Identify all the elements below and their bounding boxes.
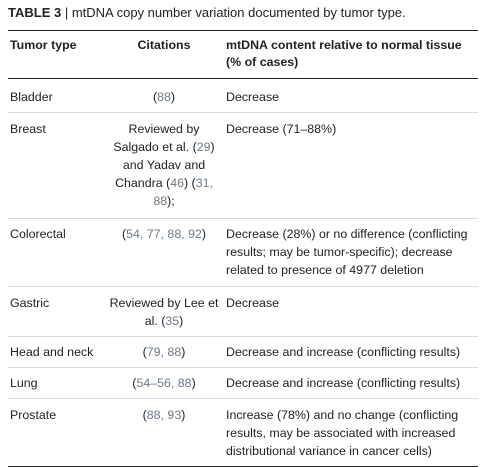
- cell-mtdna-content: Increase (78%) and no change (conflicting results, may be associated with increased distributional variance in cancer cells): [222, 399, 478, 467]
- citation-text: ): [191, 376, 196, 390]
- citation-text: ) and Yadav and Chandra (: [115, 140, 215, 190]
- citation-text: ): [181, 345, 186, 359]
- cell-mtdna-content: Decrease (71–88%): [222, 113, 478, 219]
- citation-reference-link[interactable]: 31, 88: [153, 176, 213, 208]
- citation-reference-link[interactable]: 54, 77, 88, 92: [126, 227, 202, 241]
- cell-citations: [106, 287, 222, 337]
- cell-tumor-type: Gastric: [8, 287, 106, 337]
- table-row: [8, 337, 478, 368]
- table-row: [8, 368, 478, 399]
- citation-text: ): [179, 314, 184, 328]
- cell-tumor-type: Breast: [8, 113, 106, 219]
- table-header-row: [8, 31, 478, 79]
- cell-tumor-type: Head and neck: [8, 337, 106, 368]
- citation-text: ): [201, 227, 207, 241]
- citation-reference-link[interactable]: 54–56, 88: [136, 376, 192, 390]
- table-row: [8, 287, 478, 337]
- citation-text: ): [181, 408, 186, 422]
- table-label: TABLE 3: [8, 5, 62, 20]
- citation-text: Reviewed by Lee et al. (: [109, 296, 219, 328]
- caption-separator: |: [61, 5, 72, 20]
- cell-tumor-type: Bladder: [8, 79, 106, 113]
- header-mtdna-content: mtDNA content relative to normal tissue (% of cases): [222, 31, 478, 79]
- cell-citations: [106, 219, 222, 287]
- citation-text: (: [142, 408, 147, 422]
- cell-citations: [106, 399, 222, 467]
- citation-text: Reviewed by Salgado et al. (: [113, 122, 200, 154]
- cell-mtdna-content: Decrease and increase (conflicting results): [222, 368, 478, 399]
- citation-reference-link[interactable]: 88: [157, 90, 171, 104]
- table-row: [8, 113, 478, 219]
- cell-tumor-type: Prostate: [8, 399, 106, 467]
- table-row: [8, 79, 478, 113]
- cell-citations: [106, 368, 222, 399]
- header-citations: Citations: [106, 31, 222, 79]
- citation-text: (: [132, 376, 137, 390]
- citation-text: (: [121, 227, 127, 241]
- table-caption: [8, 4, 406, 22]
- citation-reference-link[interactable]: 88, 93: [146, 408, 182, 422]
- citation-reference-link[interactable]: 46: [170, 176, 184, 190]
- cell-mtdna-content: Decrease: [222, 287, 478, 337]
- cell-mtdna-content: Decrease (28%) or no difference (conflicting results; may be tumor-specific); decrease related to presence of 4977 deletion: [222, 219, 478, 287]
- citation-text: ) (: [183, 176, 196, 190]
- cell-tumor-type: Colorectal: [8, 219, 106, 287]
- citation-reference-link[interactable]: 29: [196, 140, 211, 154]
- header-tumor-type: Tumor type: [8, 31, 106, 79]
- cell-citations: [106, 79, 222, 113]
- cell-mtdna-content: Decrease: [222, 79, 478, 113]
- citation-text: );: [167, 194, 175, 208]
- cell-tumor-type: Lung: [8, 368, 106, 399]
- cell-citations: [106, 337, 222, 368]
- citation-text: (: [142, 345, 147, 359]
- citation-text: (: [152, 90, 158, 104]
- citation-reference-link[interactable]: 35: [165, 314, 180, 328]
- citation-reference-link[interactable]: 79, 88: [146, 345, 182, 359]
- table-row: [8, 219, 478, 287]
- cell-mtdna-content: Decrease and increase (conflicting results): [222, 337, 478, 368]
- mtdna-table: [8, 31, 478, 467]
- caption-text: mtDNA copy number variation documented by tumor type.: [71, 5, 406, 20]
- citation-text: ): [170, 90, 176, 104]
- table-row: [8, 399, 478, 467]
- cell-citations: [106, 113, 222, 219]
